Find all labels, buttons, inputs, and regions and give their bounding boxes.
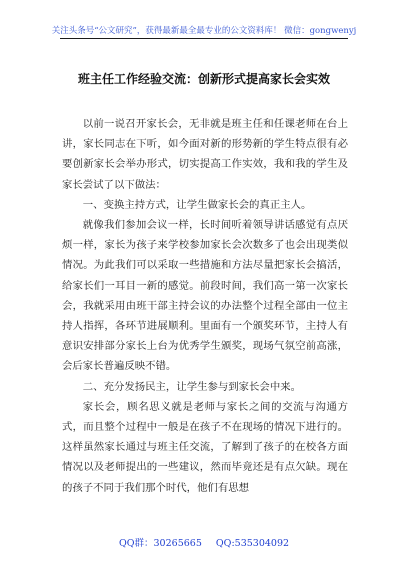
section-heading-1: 一、变换主持方式，让学生做家长会的真正主人。 xyxy=(82,198,312,211)
footer-contact xyxy=(0,535,408,549)
header-promo-note: 关注头条号“公文研究”，获得最新最全最专业的公文资料库！ 微信：gongwenyj xyxy=(51,26,357,36)
footer-qq-number: QQ:535304092 xyxy=(215,538,290,549)
header-divider xyxy=(60,38,348,39)
footer-qq-group: QQ群：30265665 xyxy=(118,538,202,549)
document-body xyxy=(62,114,348,498)
section-heading-2: 二、充分发扬民主，让学生参与到家长会中来。 xyxy=(82,380,301,393)
paragraph-section-1: 就像我们参加会议一样，长时间听着领导讲话感觉有点厌烦一样，家长为孩子来学校参加家长会次数多了也会出现类似情况。为此我们可以采取一些措施和方法尽量把家长会搞活，给家长们一耳目一新的感觉。前段时间，我们高一第一次家长会，我就采用由班干部主持会议的办法整个过程全部由一位主持人指挥，各环节进展顺利。里面有一个颁奖环节，主持人有意识安排部分家长上台为优秀学生颁奖，现场气氛空前高涨，会后家长普遍反映不错。 xyxy=(62,219,348,373)
paragraph-section-2: 家长会，顾名思义就是老师与家长之间的交流与沟通方式，而且整个过程中一般是在孩子不在现场的情况下进行的。这样虽然家长通过与班主任交流，了解到了孩子的在校各方面情况以及老师提出的一些建议，然而毕竟还是有点欠缺。现在的孩子不同于我们那个时代，他们有思想 xyxy=(62,400,348,494)
document-title: 班主任工作经验交流：创新形式提高家长会实效 xyxy=(77,72,330,86)
paragraph-intro: 以前一说召开家长会，无非就是班主任和任课老师在台上讲，家长同志在下听，如今面对新的形势新的学生特点很有必要创新家长会举办形式，切实提高工作实效，我和我的学生及家长尝试了以下做法： xyxy=(62,118,348,191)
